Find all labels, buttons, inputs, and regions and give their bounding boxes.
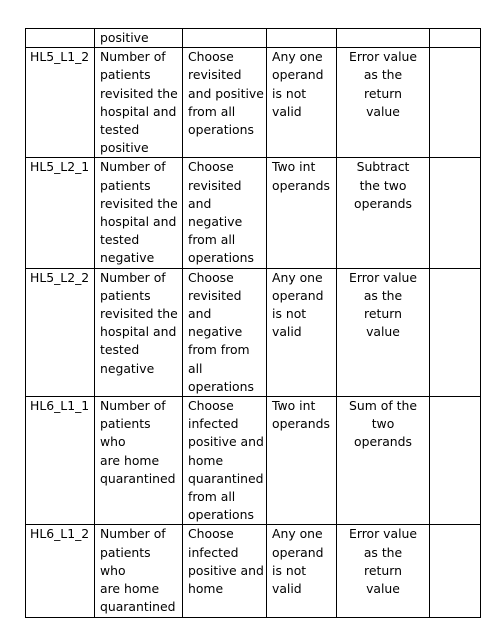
expected-cell: Sum of the two operands — [337, 397, 430, 525]
input-cell: Choose revisited and negative from from all operations — [183, 268, 267, 396]
description-cell: Number of patients who are home quarantined — [95, 397, 183, 525]
test-id-cell: HL6_L1_2 — [26, 525, 95, 617]
condition-cell: Two int operands — [267, 158, 337, 268]
condition-cell: Any one operand is not valid — [267, 268, 337, 396]
condition-cell: Any one operand is not valid — [267, 525, 337, 617]
expected-cell: Error value as the return value — [337, 268, 430, 396]
input-cell: Choose infected positive and home quarantined from all operations — [183, 397, 267, 525]
extra-cell — [430, 397, 481, 525]
table-row — [26, 29, 481, 48]
description-cell: Number of patients revisited the hospital and tested negative — [95, 158, 183, 268]
extra-cell — [430, 158, 481, 268]
expected-cell: Subtract the two operands — [337, 158, 430, 268]
description-cell: Number of patients who are home quarantined — [95, 525, 183, 617]
condition-cell — [267, 29, 337, 48]
expected-cell: Error value as the return value — [337, 48, 430, 158]
condition-cell: Two int operands — [267, 397, 337, 525]
extra-cell — [430, 29, 481, 48]
extra-cell — [430, 48, 481, 158]
table-row — [26, 397, 481, 525]
table-row — [26, 48, 481, 158]
description-cell: positive — [95, 29, 183, 48]
table-row — [26, 268, 481, 396]
table-row — [26, 525, 481, 617]
expected-cell — [337, 29, 430, 48]
table-row — [26, 158, 481, 268]
test-case-table — [25, 28, 481, 618]
test-id-cell: HL6_L1_1 — [26, 397, 95, 525]
input-cell: Choose infected positive and home — [183, 525, 267, 617]
input-cell: Choose revisited and negative from all operations — [183, 158, 267, 268]
condition-cell: Any one operand is not valid — [267, 48, 337, 158]
description-cell: Number of patients revisited the hospital and tested positive — [95, 48, 183, 158]
description-cell: Number of patients revisited the hospital and tested negative — [95, 268, 183, 396]
test-id-cell — [26, 29, 95, 48]
test-id-cell: HL5_L1_2 — [26, 48, 95, 158]
input-cell: Choose revisited and positive from all operations — [183, 48, 267, 158]
extra-cell — [430, 525, 481, 617]
expected-cell: Error value as the return value — [337, 525, 430, 617]
test-id-cell: HL5_L2_1 — [26, 158, 95, 268]
input-cell — [183, 29, 267, 48]
extra-cell — [430, 268, 481, 396]
test-id-cell: HL5_L2_2 — [26, 268, 95, 396]
